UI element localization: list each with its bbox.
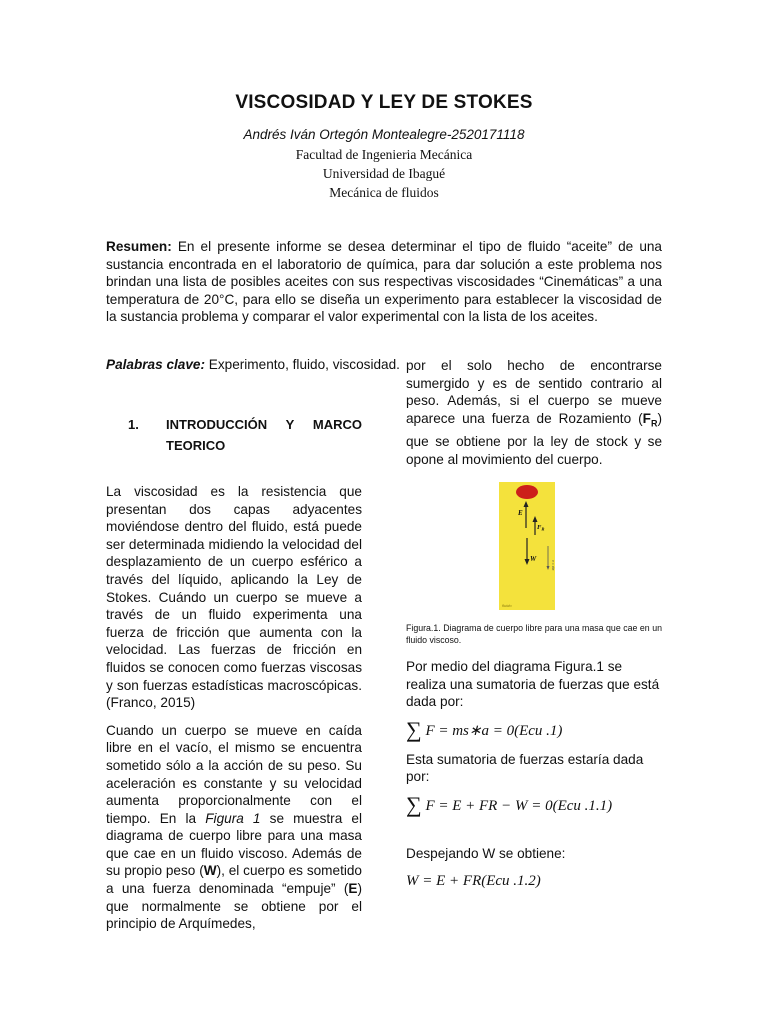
figure-reference: Figura 1 [205,810,261,826]
figure-caption: Figura.1. Diagrama de cuerpo libre para una masa que cae en un fluido viscoso. [406,623,662,646]
weight-symbol: W [203,863,217,879]
label-e: E [518,509,523,518]
velocity-arrowhead [547,566,550,570]
course-line: Mecánica de fluidos [329,185,439,200]
section-heading [106,414,362,456]
section-title: INTRODUCCIÓN Y MARCO TEORICO [166,417,362,453]
equation-3 [406,873,662,891]
sphere-icon [516,485,538,499]
right-paragraph-2: Por medio del diagrama Figura.1 se realiza una sumatoria de fuerzas que está dada por: [406,659,660,710]
friction-arrowhead [533,516,538,522]
friction-symbol: $F_R$ [642,410,658,429]
abstract-label: Resumen: [106,239,172,254]
equation-1-text: F = ms∗a = 0(Ecu .1) [425,723,563,740]
label-fr: $F_R$ [537,524,545,532]
weight-arrowhead [525,559,530,565]
abstract [106,238,662,326]
university-line: Universidad de Ibagué [322,166,446,181]
equation-3-text: W = E + FR(Ecu .1.2) [406,873,541,890]
buoyancy-symbol: E [348,881,358,897]
buoyancy-arrowhead [524,501,529,507]
sum-symbol: ∑ [406,717,422,743]
left-column [106,414,362,943]
paper-title: VISCOSIDAD Y LEY DE STOKES [235,92,533,113]
equation-2 [406,791,662,817]
keywords-text: Experimento, fluido, viscosidad. [208,357,400,372]
intro-paragraph-2: Cuando un cuerpo se mueve en caída libre en el vacío, el mismo se encuentra sometido sólo a la acción de su peso. Su aceleración es constante y su velocidad aumenta proporcionalmente con el tiempo. En la Figura 1 se muestra el diagrama de cuerpo libre para una masa que cae en un fluido viscoso. Además de su propio peso (W), el cuerpo es sometido a una fuerza denominada “empuje” (E) que normalmente se obtiene por el principio de Arquímedes, [106,722,362,932]
right-paragraph-4: Despejando W se obtiene: [406,846,566,862]
free-body-diagram [499,482,555,610]
section-number: 1. [128,417,139,432]
keywords-label: Palabras clave: [106,357,205,372]
equation-1 [406,717,662,743]
abstract-text: En el presente informe se desea determinar el tipo de fluido “aceite” de una sustancia encontrada en el laboratorio de química, para dar solución a este problema nos brindan una lista de posibles aceites con sus respectivas viscosidades “Cinemáticas” a una temperatura de 20°C, para ello se diseña un experimento para establecer la viscosidad de la sustancia problema y comparar el valor experimental con la lista de los aceites. [106,239,662,324]
intro-paragraph-1: La viscosidad es la resistencia que presentan dos capas adyacentes moviéndose dentro del fluido, está puede ser determinada midiendo la velocidad del desplazamiento de un cuerpo esférico a través del líquido, aplicando la Ley de Stokes. Cuándo un cuerpo se mueve a través de un fluido experimenta una fuerza de fricción que aumenta con la velocidad. Las fuerzas de fricción en fluidos se conocen como fuerzas viscosas y son fuerzas estadísticas macroscópicas. (Franco, 2015) [106,484,362,711]
diagram-graphic [499,482,555,610]
label-side: v = cte [551,560,555,571]
label-fluid: fluido [502,603,512,609]
right-paragraph-3: Esta sumatoria de fuerzas estaría dada por: [406,751,644,785]
label-w: W [530,555,537,564]
author-line: Andrés Iván Ortegón Montealegre-2520171118 [243,127,525,142]
right-paragraph-1: por el solo hecho de encontrarse sumergido y es de sentido contrario al peso. Además, si el cuerpo se mueve aparece una fuerza de Rozamiento $(F_R)$ que se obtiene por la ley de stock y se opone al movimiento del cuerpo. [406,358,662,467]
right-column [406,357,662,901]
faculty-line: Facultad de Ingenieria Mecánica [295,147,473,162]
equation-2-text: F = E + FR − W = 0(Ecu .1.1) [425,797,613,814]
sum-symbol-2: ∑ [406,791,422,817]
